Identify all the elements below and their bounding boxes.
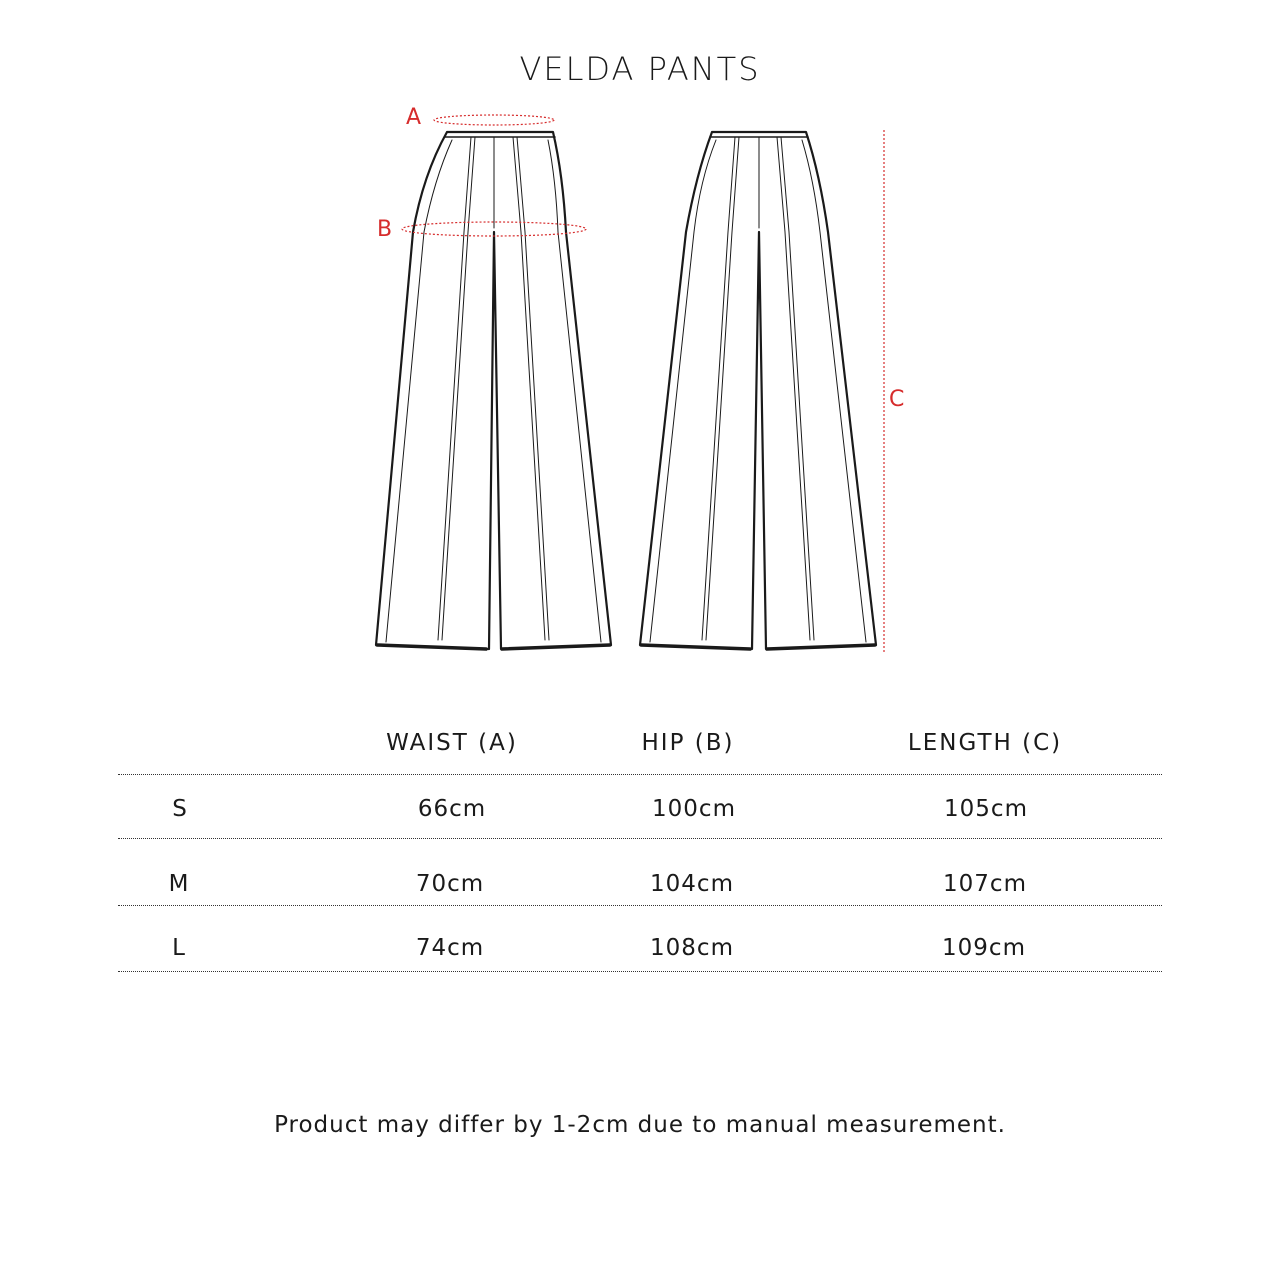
hip-measure-label: B [377,217,393,242]
header-hip: HIP (B) [641,730,735,756]
size-label: S [172,796,188,822]
table-row [0,796,1280,836]
size-label: M [168,871,190,897]
waist-value: 66cm [417,796,487,822]
length-value: 105cm [944,796,1028,822]
hip-value: 100cm [652,796,736,822]
length-value: 107cm [943,871,1027,897]
table-header [0,730,1280,770]
page-title: VELDA PANTS [519,50,761,88]
waist-value: 74cm [415,935,485,961]
length-value: 109cm [942,935,1026,961]
length-measure-label: C [889,387,905,412]
table-divider [118,905,1162,906]
waist-measure-label: A [406,105,422,130]
header-waist: WAIST (A) [386,730,518,756]
measurement-note: Product may differ by 1-2cm due to manual measurement. [274,1112,1006,1138]
table-divider [118,774,1162,775]
pants-front-view [376,132,611,649]
hip-value: 104cm [650,871,734,897]
header-length: LENGTH (C) [907,730,1063,756]
table-divider [118,971,1162,972]
waist-measure-line [434,115,554,125]
pants-back-view [640,132,876,649]
waist-value: 70cm [415,871,485,897]
table-divider [118,838,1162,839]
table-row [0,935,1280,975]
back-outline [640,132,876,649]
size-label: L [172,935,186,961]
hip-value: 108cm [650,935,734,961]
